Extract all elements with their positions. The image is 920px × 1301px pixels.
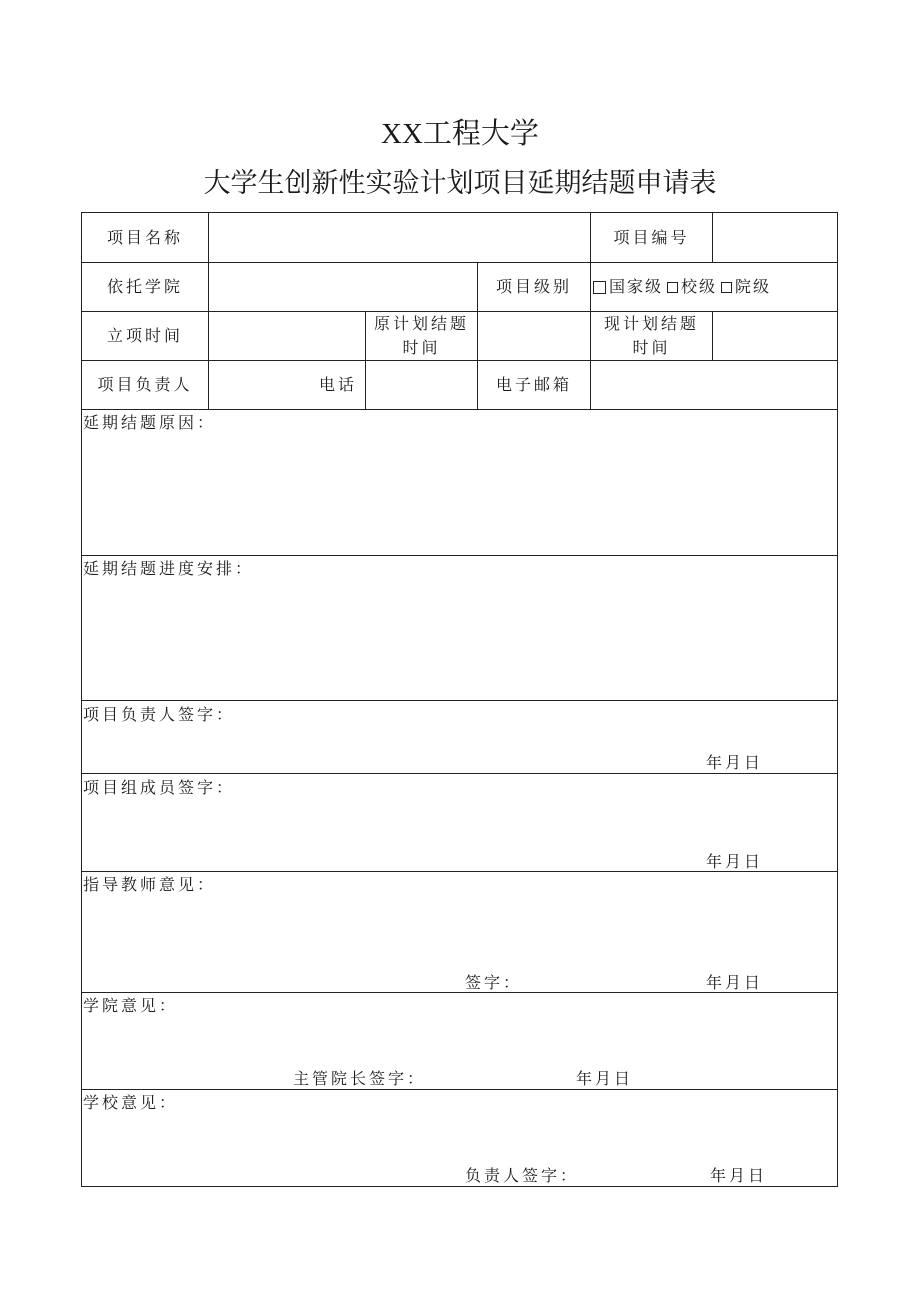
row-divider (81, 1089, 838, 1090)
leader-label: 项目负责人 (97, 375, 193, 394)
project-name-field[interactable] (209, 213, 590, 262)
level-option-school[interactable]: 校级 (681, 277, 718, 296)
college-label: 依托学院 (106, 277, 183, 296)
setup-time-field[interactable] (209, 312, 365, 360)
checkbox-icon[interactable] (667, 282, 678, 293)
email-field[interactable] (591, 361, 837, 409)
leader-signature-label: 项目负责人签字： (83, 705, 236, 724)
members-signature-label: 项目组成员签字： (83, 778, 236, 797)
level-option-college[interactable]: 院级 (735, 277, 772, 296)
members-signature-date: 年月日 (706, 852, 764, 871)
original-end-time-label: 原计划结题时间 (373, 314, 469, 357)
phone-field[interactable] (366, 361, 477, 409)
delay-reason-label: 延期结题原因： (83, 413, 217, 432)
project-number-label: 项目编号 (613, 227, 690, 247)
email-label: 电子邮箱 (495, 375, 572, 394)
level-options (591, 263, 837, 311)
leader-signature-date: 年月日 (706, 753, 764, 772)
delay-plan-label: 延期结题进度安排： (83, 559, 255, 578)
checkbox-icon[interactable] (593, 281, 606, 294)
project-number-field[interactable] (713, 213, 837, 262)
level-option-national[interactable]: 国家级 (609, 277, 664, 296)
advisor-signature-date: 年月日 (706, 973, 764, 992)
level-label: 项目级别 (495, 277, 572, 296)
advisor-opinion-label: 指导教师意见： (83, 875, 217, 894)
school-signature-label: 负责人签字： (465, 1166, 580, 1185)
college-signature-date: 年月日 (576, 1069, 634, 1088)
row-divider (81, 555, 838, 556)
form-title: 大学生创新性实验计划项目延期结题申请表 (203, 168, 717, 199)
new-end-time-field[interactable] (713, 312, 837, 360)
school-opinion-label: 学校意见： (83, 1093, 179, 1112)
phone-label: 电话 (318, 375, 357, 394)
original-end-time-field[interactable] (478, 312, 590, 360)
checkbox-icon[interactable] (721, 282, 732, 293)
project-name-label: 项目名称 (106, 227, 183, 247)
row-divider (81, 700, 838, 701)
university-title: XX工程大学 (381, 118, 539, 150)
setup-time-label: 立项时间 (106, 326, 183, 345)
new-end-time-label: 现计划结题时间 (603, 314, 699, 357)
row-divider (81, 409, 838, 410)
school-signature-date: 年月日 (710, 1166, 768, 1185)
advisor-signature-label: 签字： (465, 973, 523, 992)
delay-plan-field[interactable] (82, 582, 837, 699)
college-opinion-label: 学院意见： (83, 996, 179, 1015)
college-dean-signature-label: 主管院长签字： (293, 1069, 427, 1088)
college-field[interactable] (209, 263, 477, 311)
delay-reason-field[interactable] (82, 436, 837, 554)
